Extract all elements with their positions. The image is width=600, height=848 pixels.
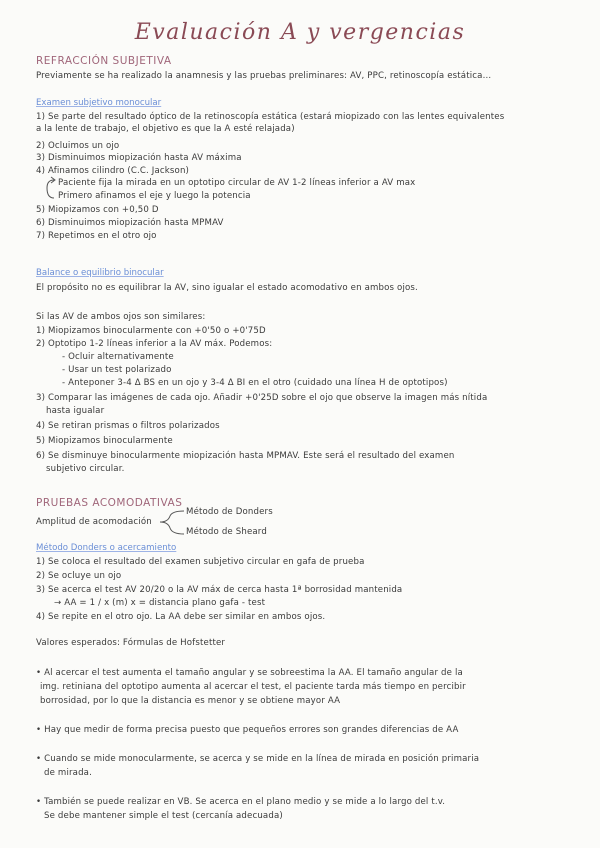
list-item: 7) Repetimos en el otro ojo	[36, 231, 157, 241]
list-item: 3) Disminuimos miopización hasta AV máxima	[36, 153, 242, 163]
list-subitem: Paciente fija la mirada en un optotipo circular de AV 1-2 líneas inferior a AV max	[58, 178, 416, 188]
subheading-donders: Método Donders o acercamiento	[36, 543, 177, 553]
list-item: 3) Comparar las imágenes de cada ojo. Añadir +0'25D sobre el ojo que observe la imagen más nítida	[36, 393, 488, 403]
refraccion-heading: REFRACCIÓN SUBJETIVA	[36, 55, 172, 67]
balance-condition: Si las AV de ambos ojos son similares:	[36, 312, 206, 322]
expected-values: Valores esperados: Fórmulas de Hofstetter	[36, 638, 226, 648]
list-item-cont: subjetivo circular.	[46, 464, 125, 474]
list-item: 3) Se acerca el test AV 20/20 o la AV máx de cerca hasta 1ª borrosidad mantenida	[36, 585, 403, 595]
list-item: 2) Ocluimos un ojo	[36, 141, 120, 151]
pruebas-heading: PRUEBAS ACOMODATIVAS	[36, 497, 183, 509]
list-item: 1) Se parte del resultado óptico de la retinoscopía estática (estará miopizado con las lentes equivalentes	[36, 112, 505, 122]
list-subitem: - Anteponer 3-4 Δ BS en un ojo y 3-4 Δ BI en el otro (cuidado una línea H de optotipos)	[62, 378, 448, 388]
method-item: Método de Donders	[186, 507, 273, 517]
list-item: 5) Miopizamos binocularmente	[36, 436, 173, 446]
list-item: 1) Se coloca el resultado del examen subjetivo circular en gafa de prueba	[36, 557, 365, 567]
subheading-monocular: Examen subjetivo monocular	[36, 98, 162, 108]
formula: → AA = 1 / x (m) x = distancia plano gafa - test	[54, 598, 266, 608]
list-item: 2) Optotipo 1-2 líneas inferior a la AV máx. Podemos:	[36, 339, 273, 349]
subheading-balance: Balance o equilibrio binocular	[36, 268, 164, 278]
list-subitem: - Usar un test polarizado	[62, 365, 172, 375]
note-line: • También se puede realizar en VB. Se acerca en el plano medio y se mide a lo largo del t.v.	[36, 797, 446, 807]
arrow-brace-icon	[44, 176, 58, 204]
list-subitem: Primero afinamos el eje y luego la potencia	[58, 191, 251, 201]
list-item-cont: hasta igualar	[46, 406, 105, 416]
note-line: borrosidad, por lo que la distancia es menor y se obtiene mayor AA	[40, 696, 341, 706]
method-item: Método de Sheard	[186, 527, 267, 537]
note-line: • Al acercar el test aumenta el tamaño angular y se sobreestima la AA. El tamaño angular de la	[36, 668, 463, 678]
list-item: 4) Afinamos cilindro (C.C. Jackson)	[36, 166, 190, 176]
page-title: Evaluación A y vergencias	[134, 20, 466, 45]
amplitude-label: Amplitud de acomodación	[36, 517, 152, 527]
list-item: 6) Se disminuye binocularmente miopización hasta MPMAV. Este será el resultado del examen	[36, 451, 455, 461]
note-line: de mirada.	[44, 768, 92, 778]
note-line: Se debe mantener simple el test (cercanía adecuada)	[44, 811, 283, 821]
list-subitem: - Ocluir alternativamente	[62, 352, 174, 362]
brace-icon	[158, 508, 186, 538]
list-item: 5) Miopizamos con +0,50 D	[36, 205, 159, 215]
note-line: • Cuando se mide monocularmente, se acerca y se mide en la línea de mirada en posición primaria	[36, 754, 480, 764]
note-line: img. retiniana del optotipo aumenta al acercar el test, el paciente tarda más tiempo en percibir	[40, 682, 466, 692]
list-item: 4) Se repite en el otro ojo. La AA debe ser similar en ambos ojos.	[36, 612, 326, 622]
list-item: 4) Se retiran prismas o filtros polarizados	[36, 421, 220, 431]
balance-intro: El propósito no es equilibrar la AV, sino igualar el estado acomodativo en ambos ojos.	[36, 283, 418, 293]
list-item: a la lente de trabajo, el objetivo es que la A esté relajada)	[36, 124, 295, 134]
list-item: 6) Disminuimos miopización hasta MPMAV	[36, 218, 224, 228]
intro-text: Previamente se ha realizado la anamnesis y las pruebas preliminares: AV, PPC, retinoscopía estática...	[36, 71, 492, 81]
list-item: 1) Miopizamos binocularmente con +0'50 o +0'75D	[36, 326, 266, 336]
list-item: 2) Se ocluye un ojo	[36, 571, 122, 581]
note-line: • Hay que medir de forma precisa puesto que pequeños errores son grandes diferencias de AA	[36, 725, 459, 735]
